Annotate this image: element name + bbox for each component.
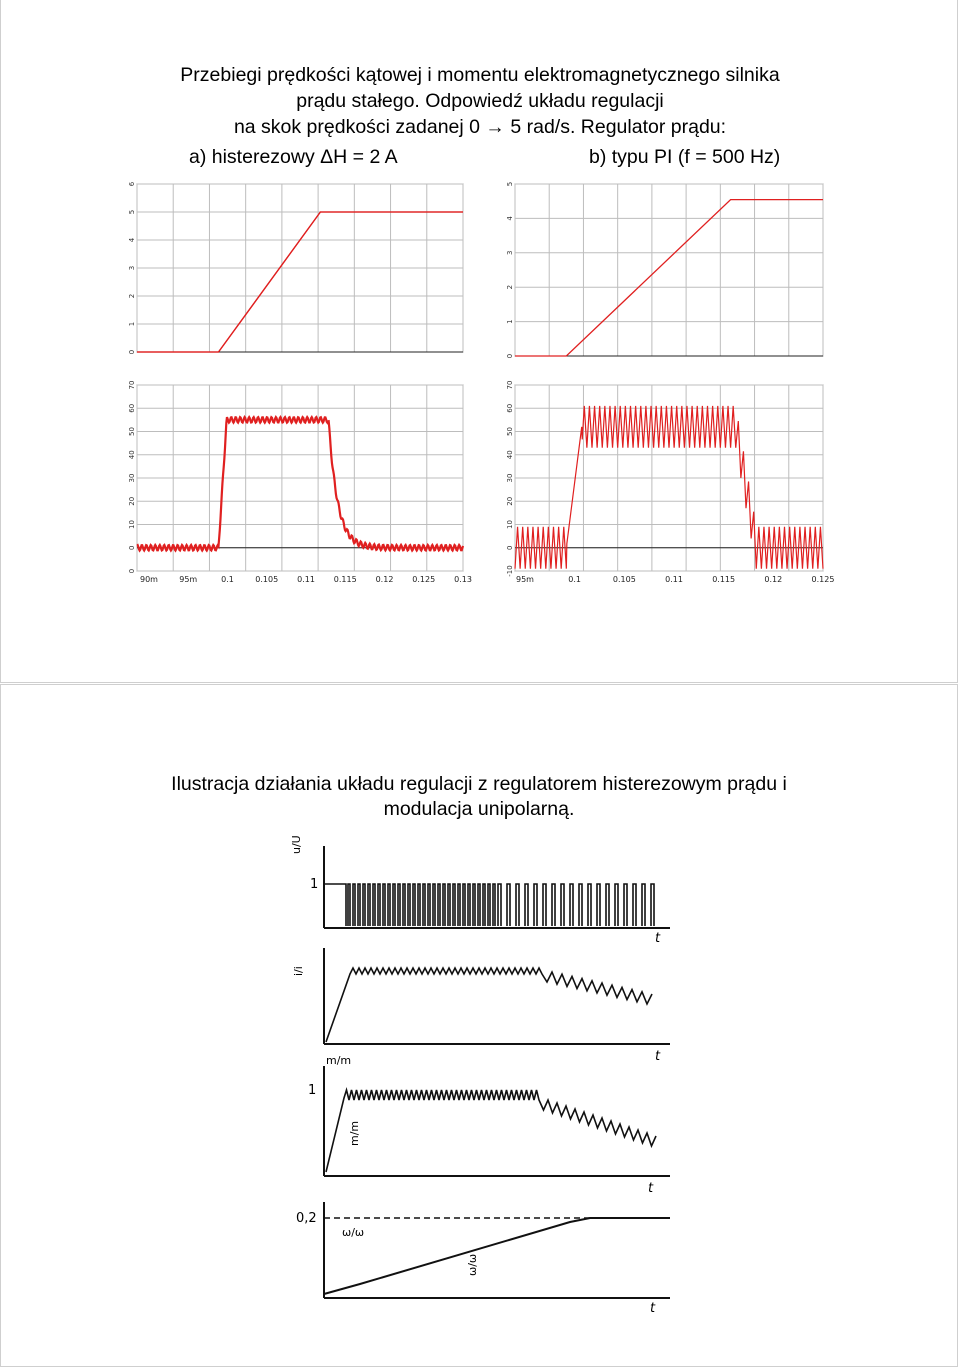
label-t4: t xyxy=(650,1301,656,1316)
y-tick-label: 40 xyxy=(128,450,136,460)
x-tick-label: 0.105 xyxy=(255,575,279,584)
y-tick-label: -10 xyxy=(506,565,514,577)
label-t3: t xyxy=(648,1181,654,1196)
y-tick-label: 3 xyxy=(506,250,514,256)
label-omega-ratio: ω/ω xyxy=(466,1253,479,1276)
caption-line-2: modulacja unipolarną. xyxy=(383,798,575,820)
y-tick-label: 1 xyxy=(506,319,514,324)
x-tick-label: 95m xyxy=(179,575,198,584)
x-tick-label: 0.125 xyxy=(811,575,835,584)
label-md-m1: m/m xyxy=(348,1120,361,1146)
page-2-caption xyxy=(0,772,958,822)
page-1-title xyxy=(1,62,959,140)
speed-ramp xyxy=(324,1218,670,1294)
y-tick-label: 20 xyxy=(128,496,136,506)
y-tick-label: 5 xyxy=(128,209,136,215)
y-tick-label: 1 xyxy=(128,321,136,327)
hysteresis-sketch xyxy=(280,836,680,1321)
x-tick-label: 0.11 xyxy=(665,575,683,584)
y-tick-label: 0 xyxy=(506,353,514,359)
label-b: b) typu PI (f = 500 Hz) xyxy=(589,146,781,168)
x-tick-label: 0.125 xyxy=(412,575,436,584)
y-tick-label: 4 xyxy=(506,216,514,221)
y-tick-label: 0 xyxy=(506,545,514,550)
y-tick-label: 5 xyxy=(506,181,514,187)
label-md-ref: m/m xyxy=(326,1054,352,1067)
label-a: a) histerezowy ΔH = 2 A xyxy=(189,146,398,168)
y-tick-label: 0 xyxy=(128,349,136,355)
page-1 xyxy=(0,0,958,683)
label-i-ratio: i/i xyxy=(292,966,305,976)
label-u-ratio: u/U xyxy=(290,835,303,854)
y-tick-label: 10 xyxy=(128,520,136,529)
y-tick-label: 50 xyxy=(128,427,136,436)
torque-wave xyxy=(326,1090,656,1172)
caption-line-1: Ilustracja działania układu regulacji z regulatorem histerezowym prądu i xyxy=(171,773,787,795)
y-tick-label: 2 xyxy=(506,284,514,290)
label-one: 1 xyxy=(310,877,319,892)
y-tick-label: 0 xyxy=(128,545,136,550)
label-t2: t xyxy=(655,1049,661,1064)
x-tick-label: 0.13 xyxy=(454,575,472,584)
y-tick-label: 40 xyxy=(506,450,514,460)
plot-frame xyxy=(515,184,823,356)
y-tick-label: 10 xyxy=(506,520,514,529)
label-one-b: 1 xyxy=(308,1083,317,1098)
y-tick-label: 4 xyxy=(128,237,136,243)
voltage-pulses xyxy=(324,884,654,926)
y-tick-label: 2 xyxy=(128,293,136,299)
x-tick-label: 0.12 xyxy=(764,575,783,584)
y-tick-label: 30 xyxy=(506,473,514,483)
y-tick-label: 30 xyxy=(128,473,136,483)
y-tick-label: 6 xyxy=(128,181,136,187)
y-tick-label: 60 xyxy=(128,403,136,413)
y-tick-label: 70 xyxy=(506,380,514,390)
y-tick-label: 60 xyxy=(506,403,514,413)
x-tick-label: 0.12 xyxy=(375,575,394,584)
y-tick-label: 0 xyxy=(128,568,136,574)
y-tick-label: 20 xyxy=(506,496,514,506)
x-tick-label: 0.115 xyxy=(333,575,357,584)
plot-b-torque xyxy=(501,380,835,585)
x-tick-label: 0.11 xyxy=(297,575,315,584)
title-line-2: prądu stałego. Odpowiedź układu regulacji xyxy=(296,90,664,112)
y-tick-label: 50 xyxy=(506,427,514,436)
label-zero-two: 0,2 xyxy=(296,1211,317,1226)
x-tick-label: 0.105 xyxy=(612,575,636,584)
x-tick-label: 0.115 xyxy=(712,575,736,584)
label-omega-ref: ω/ω xyxy=(342,1226,365,1239)
pulse-train xyxy=(324,884,654,926)
plot-a-speed xyxy=(123,180,465,374)
x-tick-label: 0.1 xyxy=(221,575,234,584)
plot-a-torque xyxy=(123,380,472,585)
x-tick-label: 0.1 xyxy=(568,575,582,584)
y-tick-label: 70 xyxy=(128,380,136,390)
title-line-1: Przebiegi prędkości kątowej i momentu elektromagnetycznego silnika xyxy=(180,64,780,86)
label-t1: t xyxy=(655,931,661,946)
x-tick-label: 95m xyxy=(516,575,534,584)
current-wave xyxy=(326,968,652,1042)
x-tick-label: 90m xyxy=(140,575,158,584)
y-tick-label: 3 xyxy=(128,265,136,271)
title-line-3: na skok prędkości zadanej 0 → 5 rad/s. Regulator prądu: xyxy=(233,116,727,138)
sketch-figure xyxy=(280,836,680,1316)
plot-b-speed xyxy=(501,182,825,370)
